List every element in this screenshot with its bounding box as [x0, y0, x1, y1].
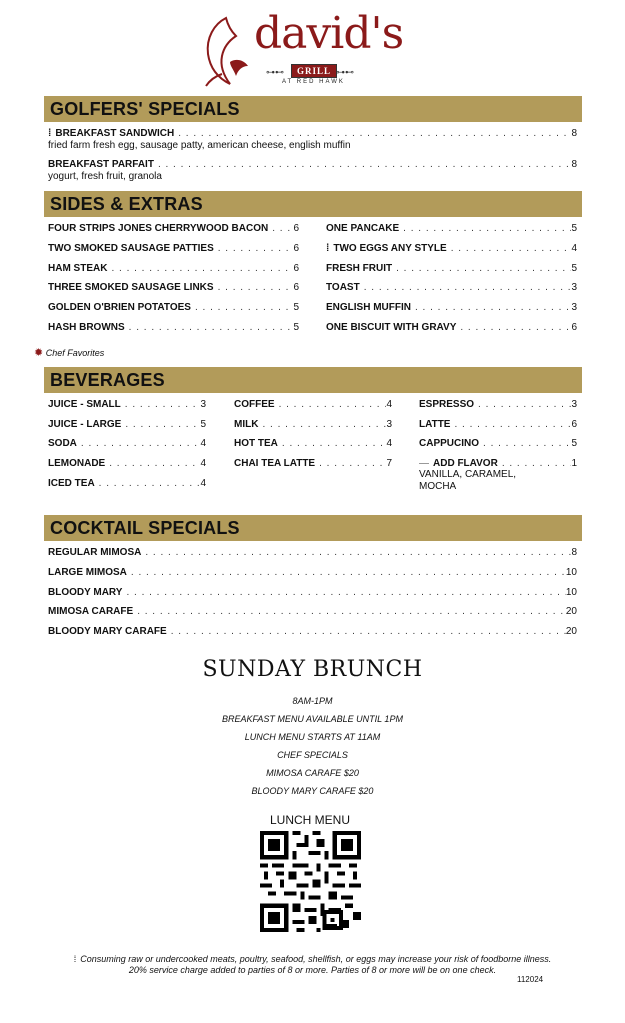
item-name: REGULAR MIMOSA: [48, 547, 142, 558]
item-name: BREAKFAST PARFAIT: [48, 159, 154, 170]
item-name: ONE PANCAKE: [326, 223, 400, 234]
item-price: 3: [571, 282, 577, 293]
menu-item: [48, 546, 577, 559]
item-price: 7: [386, 458, 392, 469]
item-name: LATTE: [419, 419, 451, 430]
flourish-icon: ⊶⊷: [266, 67, 284, 77]
chef-favorites-legend: [34, 346, 104, 359]
item-name: ONE BISCUIT WITH GRAVY: [326, 322, 457, 333]
item-name: ICED TEA: [48, 478, 95, 489]
brunch-line: BREAKFAST MENU AVAILABLE UNTIL 1PM: [222, 714, 403, 724]
menu-item: [419, 418, 577, 431]
item-price: 6: [293, 223, 299, 234]
item-price: 3: [386, 419, 392, 430]
section-header-golfers: [44, 96, 582, 122]
menu-item: [48, 605, 577, 618]
raw-warning-icon: ⁞: [326, 243, 330, 254]
item-name: SODA: [48, 438, 77, 449]
item-name: THREE SMOKED SAUSAGE LINKS: [48, 282, 214, 293]
item-price: 10: [565, 567, 577, 578]
raw-food-warning: [0, 954, 625, 964]
item-price: 10: [565, 587, 577, 598]
menu-item: [48, 457, 206, 470]
item-name: JUICE - LARGE: [48, 419, 122, 430]
section-header-beverages: [44, 367, 582, 393]
menu-item: [48, 398, 206, 411]
item-name: HASH BROWNS: [48, 322, 125, 333]
item-price: 4: [386, 399, 392, 410]
item-name: TWO EGGS ANY STYLE: [333, 243, 447, 254]
item-price: 20: [565, 626, 577, 637]
menu-item: [419, 437, 577, 450]
menu-item: [48, 321, 299, 334]
raw-warning-icon: ⁞: [48, 128, 52, 139]
item-name: ADD FLAVOR: [433, 458, 498, 469]
logo-badge: GRILL: [291, 64, 337, 78]
item-price: 4: [200, 438, 206, 449]
item-price: 1: [571, 458, 577, 469]
item-name: COFFEE: [234, 399, 275, 410]
legend-label: Chef Favorites: [45, 348, 105, 358]
menu-item: [48, 262, 299, 275]
menu-item: [326, 281, 577, 294]
item-description: yogurt, fresh fruit, granola: [48, 171, 162, 182]
item-price: 8: [571, 159, 577, 170]
menu-item: [326, 262, 577, 275]
menu-item: [234, 437, 392, 450]
menu-item: [234, 398, 392, 411]
chef-favorite-icon: ✹: [34, 347, 44, 359]
menu-item: [48, 158, 577, 171]
item-price: 5: [200, 419, 206, 430]
item-description: VANILLA, CARAMEL, MOCHA: [419, 469, 517, 492]
menu-item: [48, 437, 206, 450]
menu-item: [234, 457, 392, 470]
item-price: 5: [571, 438, 577, 449]
item-price: 3: [571, 399, 577, 410]
item-name: CAPPUCINO: [419, 438, 480, 449]
menu-item: [326, 321, 577, 334]
item-name: FRESH FRUIT: [326, 263, 393, 274]
section-header-sides: [44, 191, 582, 217]
section-header-cocktails: [44, 515, 582, 541]
menu-code: 112024: [517, 975, 544, 984]
brunch-line: CHEF SPECIALS: [277, 750, 348, 760]
flourish-icon: ⊶⊷: [336, 67, 354, 77]
raw-warning-icon: ⁞: [73, 954, 77, 964]
menu-item: [48, 222, 299, 235]
item-name: JUICE - SMALL: [48, 399, 121, 410]
menu-item: [48, 477, 206, 490]
menu-item: [419, 398, 577, 411]
item-name: HAM STEAK: [48, 263, 108, 274]
item-name: BLOODY MARY: [48, 587, 123, 598]
item-name: GOLDEN O'BRIEN POTATOES: [48, 302, 191, 313]
item-price: 5: [293, 322, 299, 333]
menu-item: [48, 418, 206, 431]
item-name: ESPRESSO: [419, 399, 475, 410]
item-name: TWO SMOKED SAUSAGE PATTIES: [48, 243, 214, 254]
item-price: 4: [571, 243, 577, 254]
item-price: 6: [293, 282, 299, 293]
brunch-title: SUNDAY BRUNCH: [202, 657, 423, 682]
section-title: BEVERAGES: [50, 370, 165, 390]
item-name: MILK: [234, 419, 259, 430]
item-name: FOUR STRIPS JONES CHERRYWOOD BACON: [48, 223, 269, 234]
item-name: TOAST: [326, 282, 360, 293]
section-title: COCKTAIL SPECIALS: [50, 518, 240, 538]
item-name: LARGE MIMOSA: [48, 567, 127, 578]
item-price: 5: [571, 263, 577, 274]
item-name: BLOODY MARY CARAFE: [48, 626, 167, 637]
item-name: HOT TEA: [234, 438, 278, 449]
hawk-icon: [196, 14, 256, 92]
brunch-line: BLOODY MARY CARAFE $20: [251, 786, 374, 796]
restaurant-logo: [196, 8, 404, 90]
brunch-line: LUNCH MENU STARTS AT 11AM: [244, 732, 381, 742]
menu-item: [48, 242, 299, 255]
item-price: 5: [571, 223, 577, 234]
item-price: 6: [293, 263, 299, 274]
menu-item: [48, 127, 577, 140]
dash-icon: —: [419, 458, 429, 469]
item-price: 4: [200, 458, 206, 469]
menu-item: [48, 281, 299, 294]
item-price: 3: [571, 302, 577, 313]
warning-text: Consuming raw or undercooked meats, poultry, seafood, shellfish, or eggs may increase your risk of foodborne illness.: [80, 954, 552, 964]
item-price: 6: [293, 243, 299, 254]
brunch-line: MIMOSA CARAFE $20: [266, 768, 359, 778]
menu-item: [48, 586, 577, 599]
qr-code-icon[interactable]: [260, 831, 361, 932]
item-price: 4: [200, 478, 206, 489]
item-price: 6: [571, 322, 577, 333]
section-title: GOLFERS' SPECIALS: [50, 99, 240, 119]
menu-item: [48, 625, 577, 638]
menu-item: [234, 418, 392, 431]
logo-subtitle: AT RED HAWK: [282, 79, 345, 85]
item-price: 3: [200, 399, 206, 410]
menu-item: [326, 222, 577, 235]
item-price: 5: [293, 302, 299, 313]
menu-item: [48, 566, 577, 579]
item-name: CHAI TEA LATTE: [234, 458, 316, 469]
item-name: BREAKFAST SANDWICH: [55, 128, 175, 139]
item-price: 8: [571, 128, 577, 139]
logo-wordmark: david's: [254, 8, 404, 59]
item-price: 8: [571, 547, 577, 558]
item-price: 4: [386, 438, 392, 449]
item-price: 6: [571, 419, 577, 430]
item-name: ENGLISH MUFFIN: [326, 302, 411, 313]
menu-item: [48, 301, 299, 314]
section-title: SIDES & EXTRAS: [50, 194, 203, 214]
menu-item: [326, 301, 577, 314]
lunch-menu-label: LUNCH MENU: [269, 813, 350, 827]
brunch-line: 8AM-1PM: [292, 696, 333, 706]
item-name: MIMOSA CARAFE: [48, 606, 134, 617]
item-description: fried farm fresh egg, sausage patty, american cheese, english muffin: [48, 140, 351, 151]
service-charge-note: 20% service charge added to parties of 8 or more. Parties of 8 or more will be on one check.: [128, 965, 497, 975]
item-name: LEMONADE: [48, 458, 106, 469]
menu-item: [326, 242, 577, 255]
item-price: 20: [565, 606, 577, 617]
